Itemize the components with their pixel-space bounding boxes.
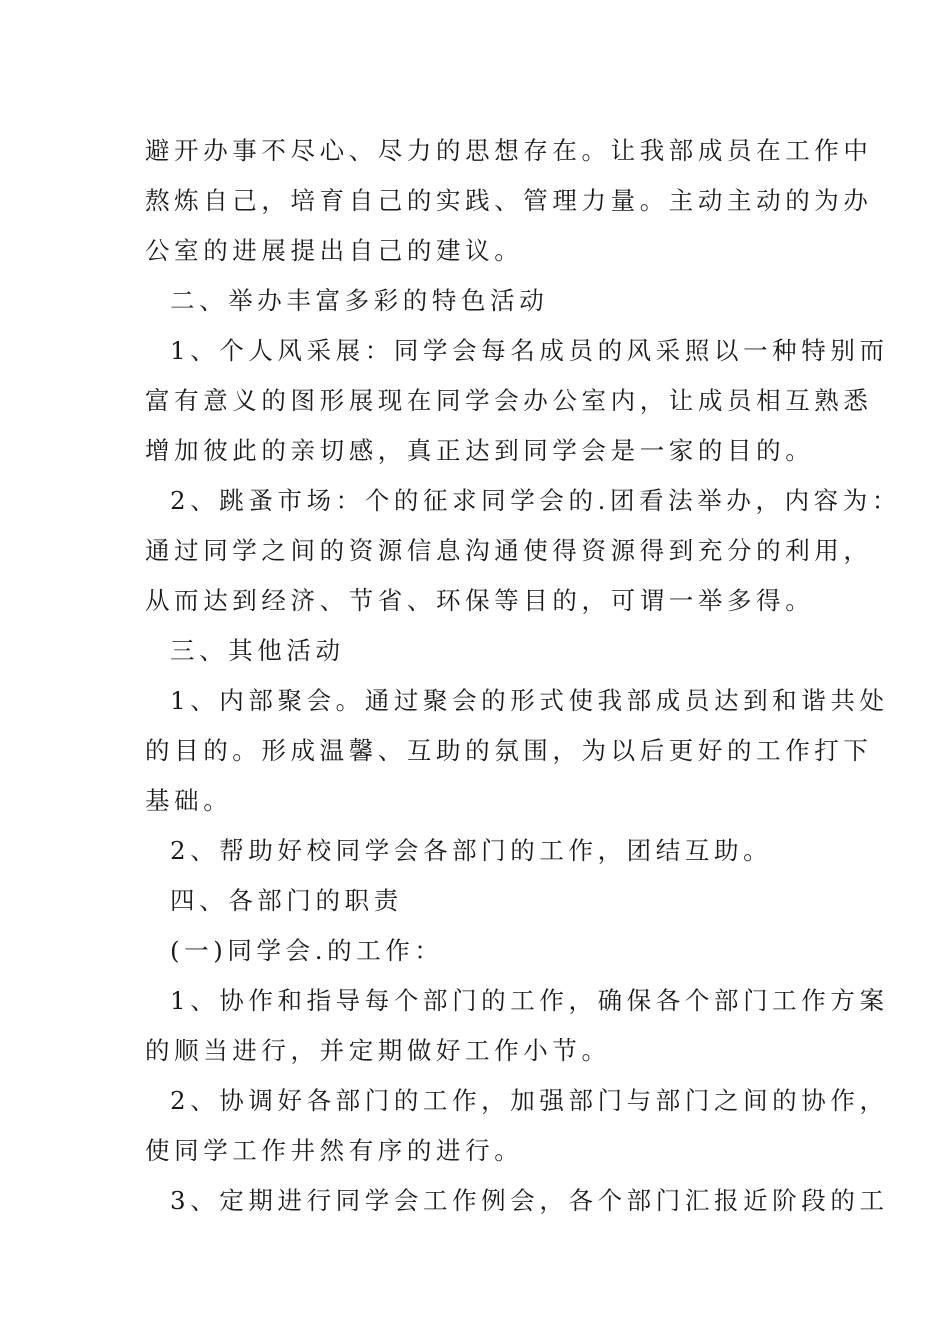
text-line: 熬炼自己，培育自己的实践、管理力量。主动主动的为办 [145,186,873,215]
text-line: 3、定期进行同学会工作例会，各个部门汇报近阶段的工 [170,1186,889,1215]
subsection-heading: (一)同学会.的工作： [170,936,444,965]
text-line: 避开办事不尽心、尽力的思想存在。让我部成员在工作中 [145,136,873,165]
text-line: 2、跳蚤市场：个的征求同学会的.团看法举办，内容为： [170,486,901,515]
text-line: 的目的。形成温馨、互助的氛围，为以后更好的工作打下 [145,736,873,765]
text-line: 1、个人风采展：同学会每名成员的风采照以一种特别而 [170,336,889,365]
section-heading: 四、各部门的职责 [170,886,403,915]
text-line: 1、内部聚会。通过聚会的形式使我部成员达到和谐共处 [170,686,889,715]
section-heading: 二、举办丰富多彩的特色活动 [170,286,549,315]
text-line: 2、协调好各部门的工作，加强部门与部门之间的协作， [170,1086,889,1115]
text-line: 使同学工作井然有序的进行。 [145,1136,524,1165]
text-line: 富有意义的图形展现在同学会办公室内，让成员相互熟悉 [145,386,873,415]
text-line: 基础。 [145,786,233,815]
text-line: 增加彼此的亲切感，真正达到同学会是一家的目的。 [145,436,815,465]
text-line: 的顺当进行，并定期做好工作小节。 [145,1036,611,1065]
text-line: 1、协作和指导每个部门的工作，确保各个部门工作方案 [170,986,889,1015]
text-line: 通过同学之间的资源信息沟通使得资源得到充分的利用， [145,536,873,565]
section-heading: 三、其他活动 [170,636,345,665]
text-line: 2、帮助好校同学会各部门的工作，团结互助。 [170,836,773,865]
text-line: 从而达到经济、节省、环保等目的，可谓一举多得。 [145,586,815,615]
text-line: 公室的进展提出自己的建议。 [145,236,524,265]
